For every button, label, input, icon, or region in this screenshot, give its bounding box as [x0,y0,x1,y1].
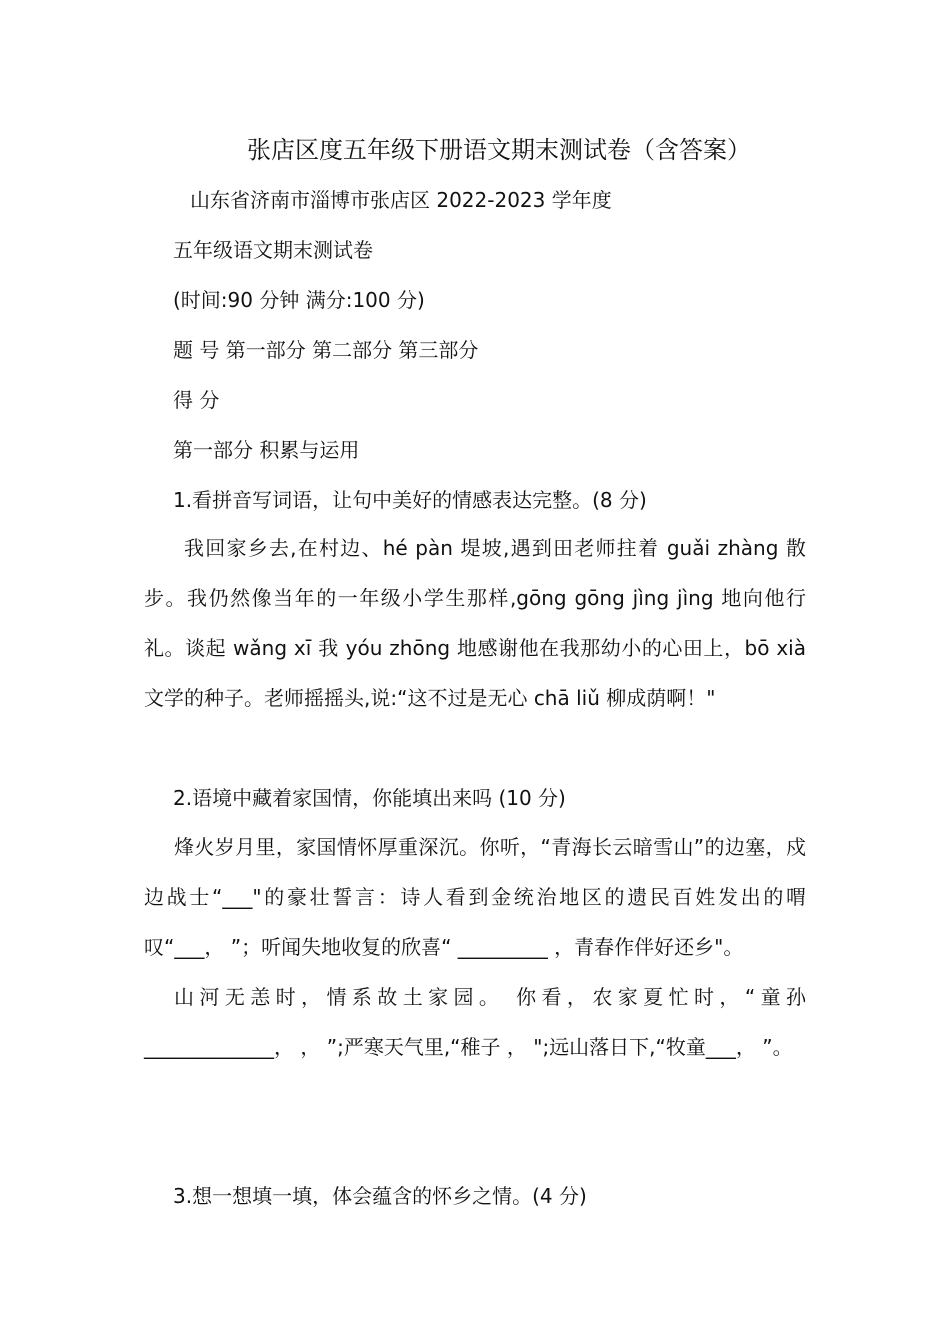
document-title: 张店区度五年级下册语文期末测试卷（含答案） [247,136,751,164]
question-1-title: 1.看拼音写词语，让句中美好的情感表达完整。(8 分) [173,488,647,512]
question-2-passage [144,822,806,1072]
question-1-body: 我回家乡去,在村边、hé pàn 堤坡,遇到田老师拄着 guǎi zhàng 散步。我仍然像当年的一年级小学生那样,gōng gōng jìng jìng 地向他行礼。谈起 wǎng xī 我 yóu zhōng 地感谢他在我那幼小的心田上，bō xià 文学的种子。老师摇摇头,说:“这不过是无心 chā liǔ 柳成荫啊！" [144,536,806,710]
time-score-line: (时间:90 分钟 满分:100 分) [173,288,425,312]
region-year-line: 山东省济南市淄博市张店区 2022-2023 学年度 [190,188,612,212]
section-title: 第一部分 积累与运用 [173,438,360,462]
question-3-title: 3.想一想填一填，体会蕴含的怀乡之情。(4 分) [173,1184,587,1208]
exam-name: 五年级语文期末测试卷 [173,238,373,262]
question-1-passage [144,523,806,723]
score-table-header: 题 号 第一部分 第二部分 第三部分 [173,338,479,362]
question-2-paragraph-1: 烽火岁月里，家国情怀厚重深沉。你听，“青海长云暗雪山”的边塞，戍边战士“___"的豪壮誓言：诗人看到金统治地区的遗民百姓发出的喟叹“___， ”；听闻失地收复的欣喜“ _________ ，青春作伴好还乡"。 [144,835,806,959]
score-table-score-row: 得 分 [173,388,220,412]
question-2-paragraph-2: 山河无恙时，情系故土家园。 你看，农家夏忙时，“童孙_____________， ， ”;严寒天气里,“稚子 ， ";远山落日下,“牧童___， ”。 [144,985,806,1059]
question-2-title: 2.语境中藏着家国情，你能填出来吗 (10 分) [173,786,566,810]
